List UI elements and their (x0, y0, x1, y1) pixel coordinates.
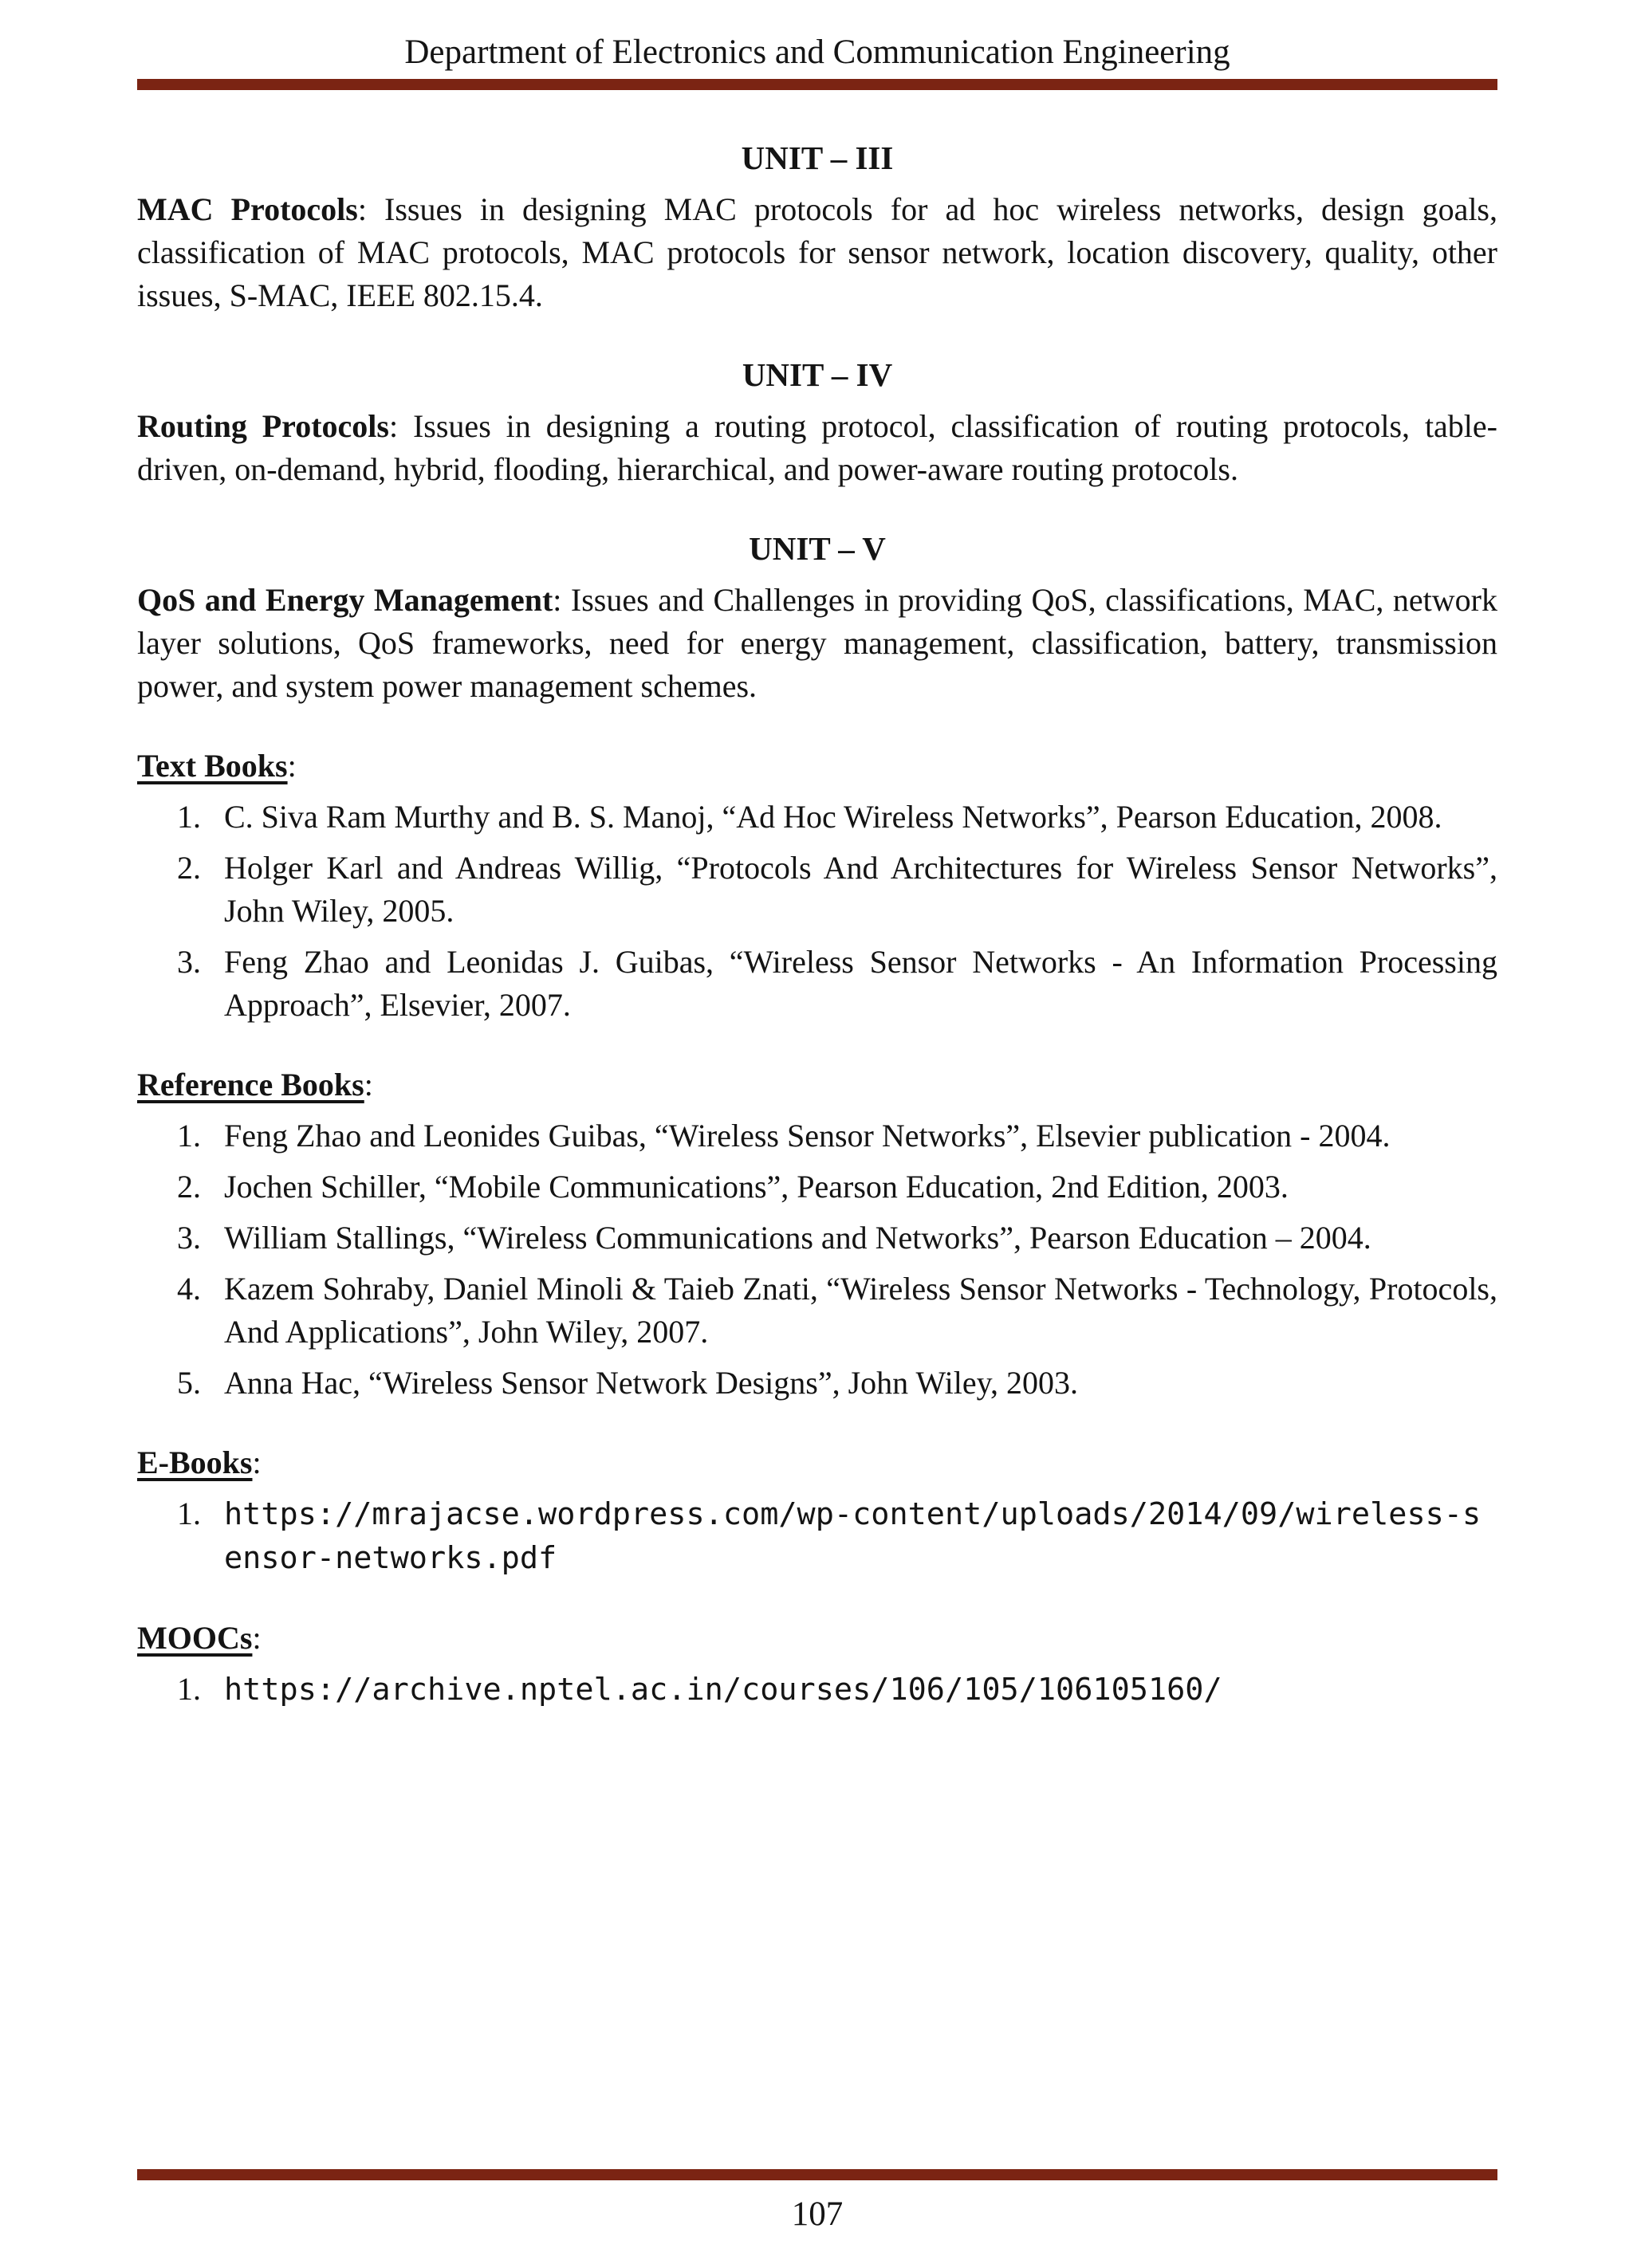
list-item-number: 2. (177, 850, 201, 886)
unit-4-syllabus (137, 405, 1497, 491)
unit-5-heading: UNIT – V (749, 530, 886, 567)
reference-books-list (137, 1114, 1497, 1405)
list-item-text: William Stallings, “Wireless Communications and Networks”, Pearson Education – 2004. (224, 1220, 1371, 1256)
footer-rule (137, 2169, 1497, 2180)
unit-4-text: : Issues in designing a routing protocol, classification of routing protocols, table-driven, on-demand, hybrid, flooding, hierarchical, and power-aware routing protocols. (137, 408, 1497, 487)
list-item-number: 1. (177, 799, 201, 835)
unit-3-heading: UNIT – III (741, 140, 894, 176)
page-number: 107 (791, 2195, 844, 2233)
mooc-url-link[interactable]: https://archive.nptel.ac.in/courses/106/105/106105160/ (224, 1672, 1222, 1708)
unit-4-heading: UNIT – IV (742, 356, 893, 393)
page-content (137, 128, 1497, 1720)
text-books-heading: Text Books: (137, 748, 297, 784)
list-item-text: Feng Zhao and Leonidas J. Guibas, “Wireless Sensor Networks - An Information Processing Approach”, Elsevier, 2007. (224, 944, 1497, 1023)
list-item-number: 1. (177, 1671, 201, 1707)
unit-4-term: Routing Protocols (137, 408, 389, 444)
list-item (137, 941, 1497, 1027)
list-item (137, 847, 1497, 933)
list-item-number: 1. (177, 1496, 201, 1531)
unit-5-term: QoS and Energy Management (137, 582, 553, 618)
unit-3-term: MAC Protocols (137, 191, 358, 227)
ebooks-list (137, 1492, 1497, 1580)
ebook-url-link[interactable]: https://mrajacse.wordpress.com/wp-content/uploads/2014/09/wireless-sensor-networks.pdf (224, 1496, 1482, 1576)
moocs-heading: MOOCs: (137, 1620, 262, 1656)
list-item-text: C. Siva Ram Murthy and B. S. Manoj, “Ad Hoc Wireless Networks”, Pearson Education, 2008. (224, 799, 1442, 835)
list-item-number: 4. (177, 1271, 201, 1307)
list-item (137, 1668, 1497, 1712)
unit-3-syllabus (137, 188, 1497, 317)
unit-5-text: : Issues and Challenges in providing QoS, classifications, MAC, network layer solutions, QoS frameworks, need for energy management, classification, battery, transmission power, and system power management schemes. (137, 582, 1497, 704)
list-item-text: Anna Hac, “Wireless Sensor Network Designs”, John Wiley, 2003. (224, 1365, 1078, 1401)
unit-5-syllabus (137, 579, 1497, 708)
list-item (137, 1217, 1497, 1260)
unit-3-text: : Issues in designing MAC protocols for ad hoc wireless networks, design goals, classification of MAC protocols, MAC protocols for sensor network, location discovery, quality, other issues, S-MAC, IEEE 802.15.4. (137, 191, 1497, 313)
list-item-number: 1. (177, 1118, 201, 1154)
list-item-text: Jochen Schiller, “Mobile Communications”, Pearson Education, 2nd Edition, 2003. (224, 1169, 1289, 1205)
list-item-number: 2. (177, 1169, 201, 1205)
list-item-number: 3. (177, 1220, 201, 1256)
list-item-text: Feng Zhao and Leonides Guibas, “Wireless Sensor Networks”, Elsevier publication - 2004. (224, 1118, 1391, 1154)
list-item (137, 1362, 1497, 1405)
list-item-text: Holger Karl and Andreas Willig, “Protocols And Architectures for Wireless Sensor Networks”, John Wiley, 2005. (224, 850, 1497, 929)
list-item (137, 1114, 1497, 1158)
list-item (137, 796, 1497, 839)
header-rule (137, 79, 1497, 90)
list-item-number: 5. (177, 1365, 201, 1401)
page-header: Department of Electronics and Communication Engineering (404, 33, 1230, 71)
list-item (137, 1165, 1497, 1209)
list-item-number: 3. (177, 944, 201, 980)
list-item-text: Kazem Sohraby, Daniel Minoli & Taieb Znati, “Wireless Sensor Networks - Technology, Protocols, And Applications”, John Wiley, 2007. (224, 1271, 1497, 1350)
list-item (137, 1492, 1497, 1580)
reference-books-heading: Reference Books: (137, 1067, 373, 1103)
moocs-list (137, 1668, 1497, 1712)
text-books-list (137, 796, 1497, 1027)
list-item (137, 1268, 1497, 1354)
ebooks-heading: E-Books: (137, 1445, 262, 1480)
